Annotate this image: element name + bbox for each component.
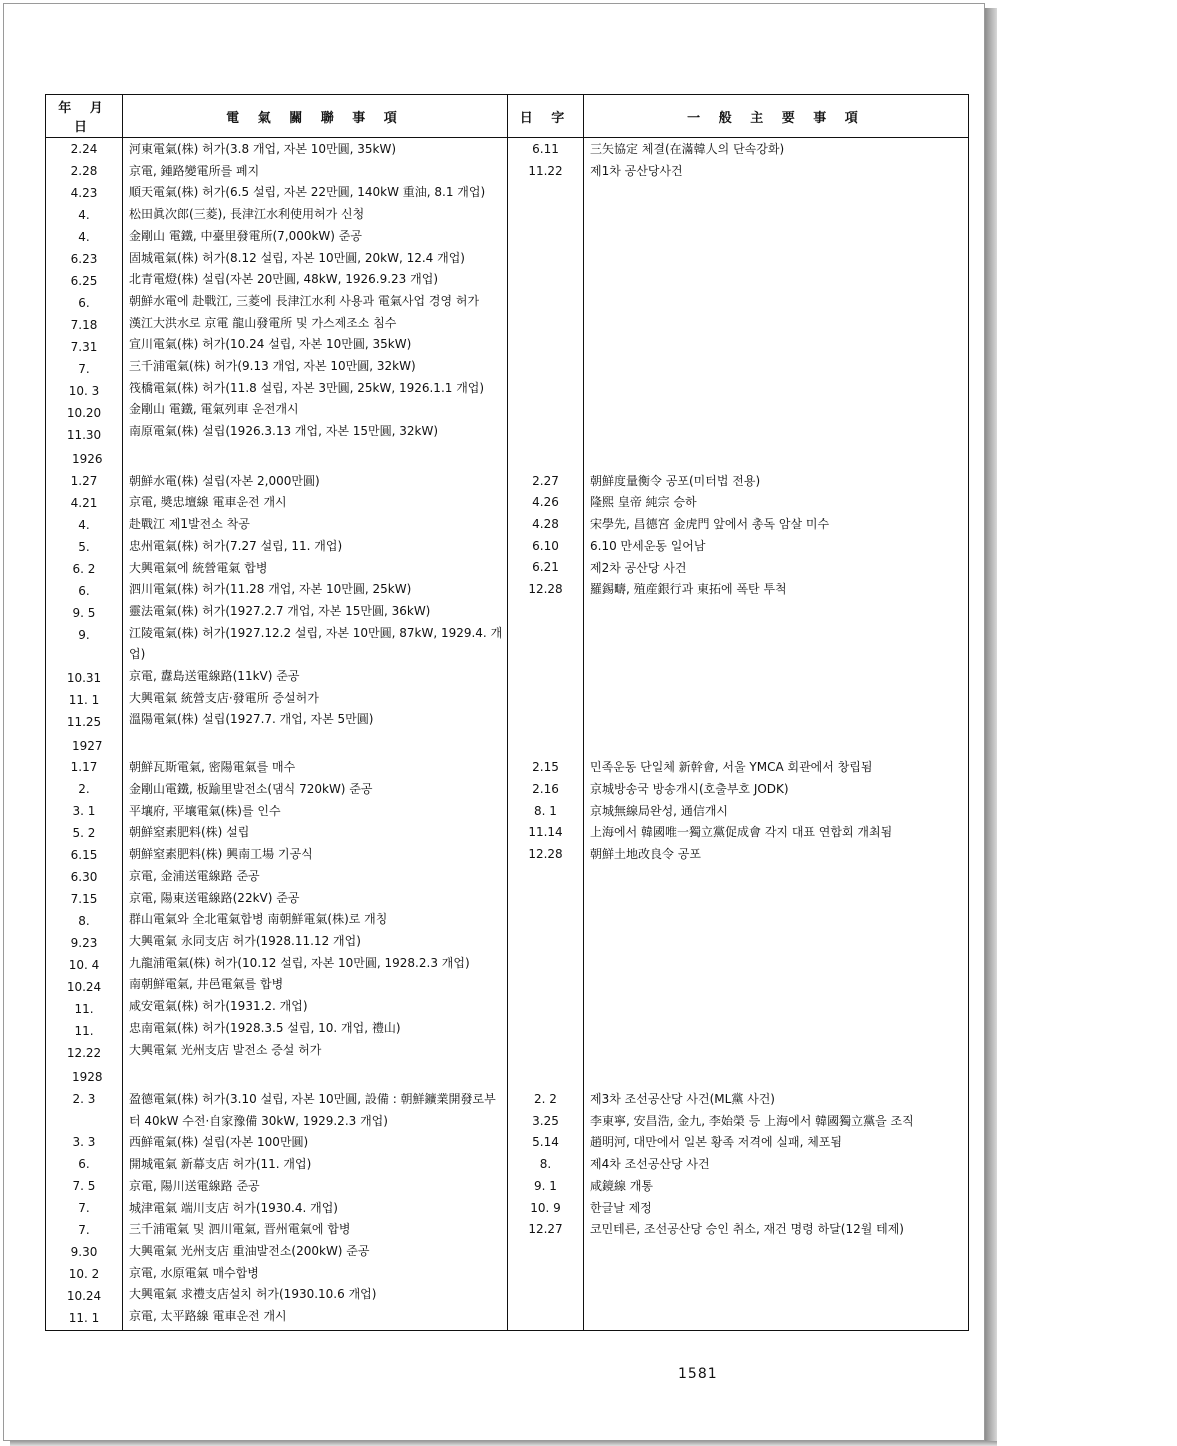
day-column bbox=[508, 1065, 584, 1330]
event-date: 2. bbox=[78, 782, 90, 797]
header-day: 日 字 bbox=[508, 95, 584, 138]
event-text: 京電, 金浦送電線路 준공 bbox=[129, 868, 260, 883]
event-date: 10. 9 bbox=[530, 1200, 561, 1215]
general-events-column bbox=[584, 734, 969, 1066]
event-date: 8. 1 bbox=[534, 803, 557, 818]
event-text: 固城電氣(株) 허가(8.12 설립, 자본 10만圓, 20kW, 12.4 개업) bbox=[129, 250, 465, 265]
event-date: 11.22 bbox=[528, 163, 563, 178]
event-text: 金剛山 電鐵, 中臺里發電所(7,000kW) 준공 bbox=[129, 228, 362, 243]
event-date: 3. 1 bbox=[72, 804, 96, 819]
event-date: 8. bbox=[539, 1157, 552, 1172]
event-text: 大興電氣 統營支店·發電所 증설허가 bbox=[129, 690, 319, 705]
event-date: 9. 1 bbox=[534, 1178, 557, 1193]
event-date: 7. 5 bbox=[72, 1179, 96, 1194]
header-electric-events: 電 氣 關 聯 事 項 bbox=[123, 95, 508, 138]
event-text: 李東寧, 安昌浩, 金九, 李始榮 등 上海에서 韓國獨立黨을 조직 bbox=[590, 1113, 914, 1128]
date-column bbox=[46, 138, 123, 448]
event-date: 10. 4 bbox=[68, 958, 100, 973]
event-text: 九龍浦電氣(株) 허가(10.12 설립, 자본 10만圓, 1928.2.3 개업) bbox=[129, 955, 470, 970]
event-date: 12.27 bbox=[528, 1222, 563, 1237]
event-text: 朝鮮窒素肥料(株) 설립 bbox=[129, 825, 250, 840]
event-text: 三千浦電氣 및 泗川電氣, 晋州電氣에 합병 bbox=[129, 1222, 351, 1237]
event-date: 10. 2 bbox=[68, 1267, 100, 1282]
event-date: 4.26 bbox=[532, 495, 559, 510]
event-date: 4.28 bbox=[532, 517, 559, 532]
page-number: 1581 bbox=[678, 1366, 718, 1382]
header-date: 年 月 日 bbox=[46, 95, 123, 138]
event-text: 大興電氣 光州支店 重油발전소(200kW) 준공 bbox=[129, 1243, 370, 1258]
event-date: 6. bbox=[78, 296, 90, 310]
table-header bbox=[46, 95, 969, 138]
event-text: 大興電氣 永同支店 허가(1928.11.12 개업) bbox=[129, 934, 361, 948]
event-text: 大興電氣에 統營電氣 합병 bbox=[129, 560, 268, 575]
event-text: 大興電氣 光州支店 발전소 증설 허가 bbox=[129, 1042, 322, 1057]
event-text: 大興電氣 求禮支店설치 허가(1930.10.6 개업) bbox=[129, 1287, 377, 1302]
date-column bbox=[46, 734, 123, 1066]
event-date: 5. 2 bbox=[72, 826, 96, 841]
chronology-table bbox=[45, 94, 969, 1331]
event-date: 12.22 bbox=[66, 1046, 102, 1061]
event-date: 6. bbox=[78, 1157, 90, 1172]
event-text: 京城無線局완성, 通信개시 bbox=[590, 803, 728, 818]
event-text: 三千浦電氣(株) 허가(9.13 개업, 자본 10만圓, 32kW) bbox=[129, 359, 416, 374]
event-text: 朝鮮瓦斯電氣, 密陽電氣를 매수 bbox=[129, 760, 296, 775]
event-text: 順天電氣(株) 허가(6.5 설립, 자본 22만圓, 140kW 重油, 8.1 개업) bbox=[129, 185, 486, 200]
event-text: 京電, 纛島送電線路(11kV) 준공 bbox=[129, 669, 300, 684]
event-text: 南原電氣(株) 설립(1926.3.13 개업, 자본 15만圓, 32kW) bbox=[129, 424, 438, 439]
event-date: 5. bbox=[78, 539, 90, 554]
event-text: 江陵電氣(株) 허가(1927.12.2 설립, 자본 10만圓, 87kW, 1929.4. 개업) bbox=[129, 625, 503, 662]
event-text: 제2차 공산당 사건 bbox=[590, 560, 687, 575]
event-text: 6.10 만세운동 일어남 bbox=[590, 538, 706, 553]
event-text: 赴戰江 제1발전소 착공 bbox=[129, 517, 250, 532]
event-date: 12.28 bbox=[528, 582, 563, 597]
event-date: 6.30 bbox=[70, 870, 98, 885]
electric-events-column bbox=[123, 138, 508, 448]
event-text: 咸安電氣(株) 허가(1931.2. 개업) bbox=[129, 999, 308, 1014]
event-text: 忠州電氣(株) 허가(7.27 설립, 11. 개업) bbox=[129, 538, 343, 553]
event-text: 朝鮮水電에 赴戰江, 三菱에 長津江水利 사용과 電氣사업 경영 허가 bbox=[129, 293, 480, 308]
day-column bbox=[508, 138, 584, 448]
event-date: 10.31 bbox=[66, 670, 102, 685]
event-text: 코민테른, 조선공산당 승인 취소, 재건 명령 하달(12월 테제) bbox=[590, 1222, 904, 1237]
event-date: 8. bbox=[78, 914, 90, 929]
event-text: 靈法電氣(株) 허가(1927.2.7 개업, 자본 15만圓, 36kW) bbox=[129, 603, 431, 618]
event-text: 京電, 陽川送電線路 준공 bbox=[129, 1178, 260, 1193]
event-date: 6.23 bbox=[70, 252, 98, 266]
event-date: 11. bbox=[74, 1024, 94, 1039]
event-text: 北青電燈(株) 설립(자본 20만圓, 48kW, 1926.9.23 개업) bbox=[129, 272, 438, 287]
event-text: 南朝鮮電氣, 井邑電氣를 합병 bbox=[129, 977, 284, 992]
event-text: 上海에서 韓國唯一獨立黨促成會 각지 대표 연합회 개최됨 bbox=[590, 825, 893, 840]
event-date: 9. 5 bbox=[72, 605, 96, 620]
event-date: 2.28 bbox=[70, 164, 98, 178]
event-date: 2.15 bbox=[532, 760, 559, 775]
event-date: 6.11 bbox=[532, 142, 559, 156]
event-date: 3.25 bbox=[532, 1113, 559, 1128]
day-column bbox=[508, 734, 584, 1066]
event-date: 2.27 bbox=[532, 473, 559, 488]
event-text: 群山電氣와 全北電氣합병 南朝鮮電氣(株)로 개칭 bbox=[129, 912, 388, 927]
event-date: 10.24 bbox=[66, 980, 102, 995]
event-text: 제3차 조선공산당 사건(ML黨 사건) bbox=[590, 1092, 775, 1107]
event-text: 京電, 陽東送電線路(22kV) 준공 bbox=[129, 890, 300, 905]
year-section bbox=[46, 1065, 969, 1330]
event-date: 7.18 bbox=[70, 318, 98, 332]
event-date: 2.24 bbox=[70, 142, 98, 156]
event-date: 10.20 bbox=[66, 406, 102, 420]
event-text: 京電, 鍾路變電所를 폐지 bbox=[129, 163, 260, 178]
event-date: 2.16 bbox=[532, 782, 559, 797]
event-text: 京電, 水原電氣 매수합병 bbox=[129, 1265, 259, 1280]
event-text: 朝鮮度量衡令 공포(미터법 전용) bbox=[590, 473, 761, 488]
page-shadow bbox=[985, 8, 997, 1444]
event-text: 忠南電氣(株) 허가(1928.3.5 설립, 10. 개업, 禮山) bbox=[129, 1020, 401, 1035]
general-events-column bbox=[584, 138, 969, 448]
event-date: 6.10 bbox=[532, 538, 559, 553]
date-column bbox=[46, 447, 123, 734]
event-date: 1.17 bbox=[70, 760, 98, 775]
event-text: 金剛山 電鐵, 電氣列車 운전개시 bbox=[129, 402, 299, 417]
event-date: 9.30 bbox=[70, 1245, 98, 1260]
event-date: 7. bbox=[78, 1223, 90, 1238]
event-date: 6.25 bbox=[70, 274, 98, 288]
event-text: 三矢協定 체결(在滿韓人의 단속강화) bbox=[590, 142, 785, 156]
event-date: 4.21 bbox=[70, 495, 98, 510]
event-date: 6.21 bbox=[532, 560, 559, 575]
year-section bbox=[46, 734, 969, 1066]
event-date: 6. 2 bbox=[72, 561, 96, 576]
event-date: 11. bbox=[74, 1002, 94, 1017]
event-date: 2. 2 bbox=[534, 1092, 557, 1107]
event-date: 9. bbox=[78, 627, 90, 642]
event-date: 5.14 bbox=[532, 1135, 559, 1150]
event-date: 2. 3 bbox=[72, 1092, 96, 1107]
event-date: 11. 1 bbox=[68, 1311, 100, 1326]
event-date: 6. bbox=[78, 583, 90, 598]
event-text: 城津電氣 端川支店 허가(1930.4. 개업) bbox=[129, 1200, 338, 1215]
event-text: 咸鏡線 개통 bbox=[590, 1178, 653, 1193]
year-section bbox=[46, 447, 969, 734]
event-date: 6.15 bbox=[70, 848, 98, 863]
event-date: 4. bbox=[78, 208, 90, 222]
event-date: 7.31 bbox=[70, 340, 98, 354]
event-text: 泗川電氣(株) 허가(11.28 개업, 자본 10만圓, 25kW) bbox=[129, 582, 412, 597]
event-text: 溫陽電氣(株) 설립(1927.7. 개업, 자본 5만圓) bbox=[129, 712, 374, 727]
event-date: 11.25 bbox=[66, 714, 102, 729]
event-date: 11. 1 bbox=[68, 692, 100, 707]
event-date: 1.27 bbox=[70, 473, 98, 488]
year-label: 1928 bbox=[72, 1070, 103, 1085]
event-text: 京城방송국 방송개시(호출부호 JODK) bbox=[590, 782, 789, 797]
event-text: 朝鮮土地改良令 공포 bbox=[590, 847, 701, 862]
event-date: 7. bbox=[78, 1201, 90, 1216]
event-date: 3. 3 bbox=[72, 1135, 96, 1150]
event-text: 제4차 조선공산당 사건 bbox=[590, 1157, 710, 1172]
event-date: 9.23 bbox=[70, 936, 98, 951]
electric-events-column bbox=[123, 734, 508, 1066]
event-text: 羅錫疇, 殖産銀行과 東拓에 폭탄 투척 bbox=[590, 582, 787, 597]
event-text: 平壤府, 平壤電氣(株)를 인수 bbox=[129, 803, 281, 818]
day-column bbox=[508, 447, 584, 734]
date-column bbox=[46, 1065, 123, 1330]
event-text: 盈德電氣(株) 허가(3.10 설립, 자본 10만圓, 設備 : 朝鮮鑛業開發로부터 40kW 수전·自家豫備 30kW, 1929.2.3 개업) bbox=[129, 1092, 496, 1128]
event-text: 京電, 太平路線 電車운전 개시 bbox=[129, 1309, 287, 1324]
event-text: 朝鮮水電(株) 설립(자본 2,000만圓) bbox=[129, 473, 320, 488]
event-date: 10. 3 bbox=[68, 384, 100, 398]
year-label: 1927 bbox=[72, 738, 103, 753]
event-date: 4. bbox=[78, 517, 90, 532]
general-events-column bbox=[584, 1065, 969, 1330]
event-date: 12.28 bbox=[528, 847, 563, 862]
header-general-events: 一 般 主 要 事 項 bbox=[584, 95, 969, 138]
event-date: 4. bbox=[78, 230, 90, 244]
year-label: 1926 bbox=[72, 452, 103, 466]
event-text: 민족운동 단일체 新幹會, 서울 YMCA 회관에서 창립됨 bbox=[590, 760, 873, 775]
event-date: 4.23 bbox=[70, 186, 98, 200]
page-shadow bbox=[10, 1441, 997, 1446]
event-text: 開城電氣 新幕支店 허가(11. 개업) bbox=[129, 1157, 312, 1172]
event-text: 朝鮮窒素肥料(株) 興南工場 기공식 bbox=[129, 847, 313, 862]
event-date: 7. bbox=[78, 362, 90, 376]
event-text: 宣川電氣(株) 허가(10.24 설립, 자본 10만圓, 35kW) bbox=[129, 337, 412, 352]
event-date: 7.15 bbox=[70, 892, 98, 907]
event-text: 한글날 제정 bbox=[590, 1200, 652, 1215]
event-date: 11.30 bbox=[66, 428, 102, 442]
event-text: 河東電氣(株) 허가(3.8 개업, 자본 10만圓, 35kW) bbox=[129, 142, 397, 156]
event-text: 隆熙 皇帝 純宗 승하 bbox=[590, 495, 697, 510]
event-date: 11.14 bbox=[528, 825, 563, 840]
general-events-column bbox=[584, 447, 969, 734]
event-text: 西鮮電氣(株) 설립(자본 100만圓) bbox=[129, 1135, 309, 1150]
event-text: 趙明河, 대만에서 일본 황족 저격에 실패, 체포됨 bbox=[590, 1135, 842, 1150]
event-text: 京電, 奬忠壇線 電車운전 개시 bbox=[129, 495, 287, 510]
event-text: 漢江大洪水로 京電 龍山發電所 및 가스제조소 침수 bbox=[129, 315, 397, 330]
electric-events-column bbox=[123, 1065, 508, 1330]
event-text: 金剛山電鐵, 板踰里발전소(댐식 720kW) 준공 bbox=[129, 782, 373, 797]
event-text: 宋學先, 昌德宮 金虎門 앞에서 총독 암살 미수 bbox=[590, 517, 830, 532]
event-text: 제1차 공산당사건 bbox=[590, 163, 683, 178]
table-body bbox=[46, 138, 969, 1331]
event-date: 10.24 bbox=[66, 1289, 102, 1304]
electric-events-column bbox=[123, 447, 508, 734]
event-text: 筏橋電氣(株) 허가(11.8 설립, 자본 3만圓, 25kW, 1926.1.1 개업) bbox=[129, 380, 485, 395]
year-section bbox=[46, 138, 969, 448]
event-text: 松田眞次郎(三菱), 長津江水利使用허가 신청 bbox=[129, 207, 365, 222]
